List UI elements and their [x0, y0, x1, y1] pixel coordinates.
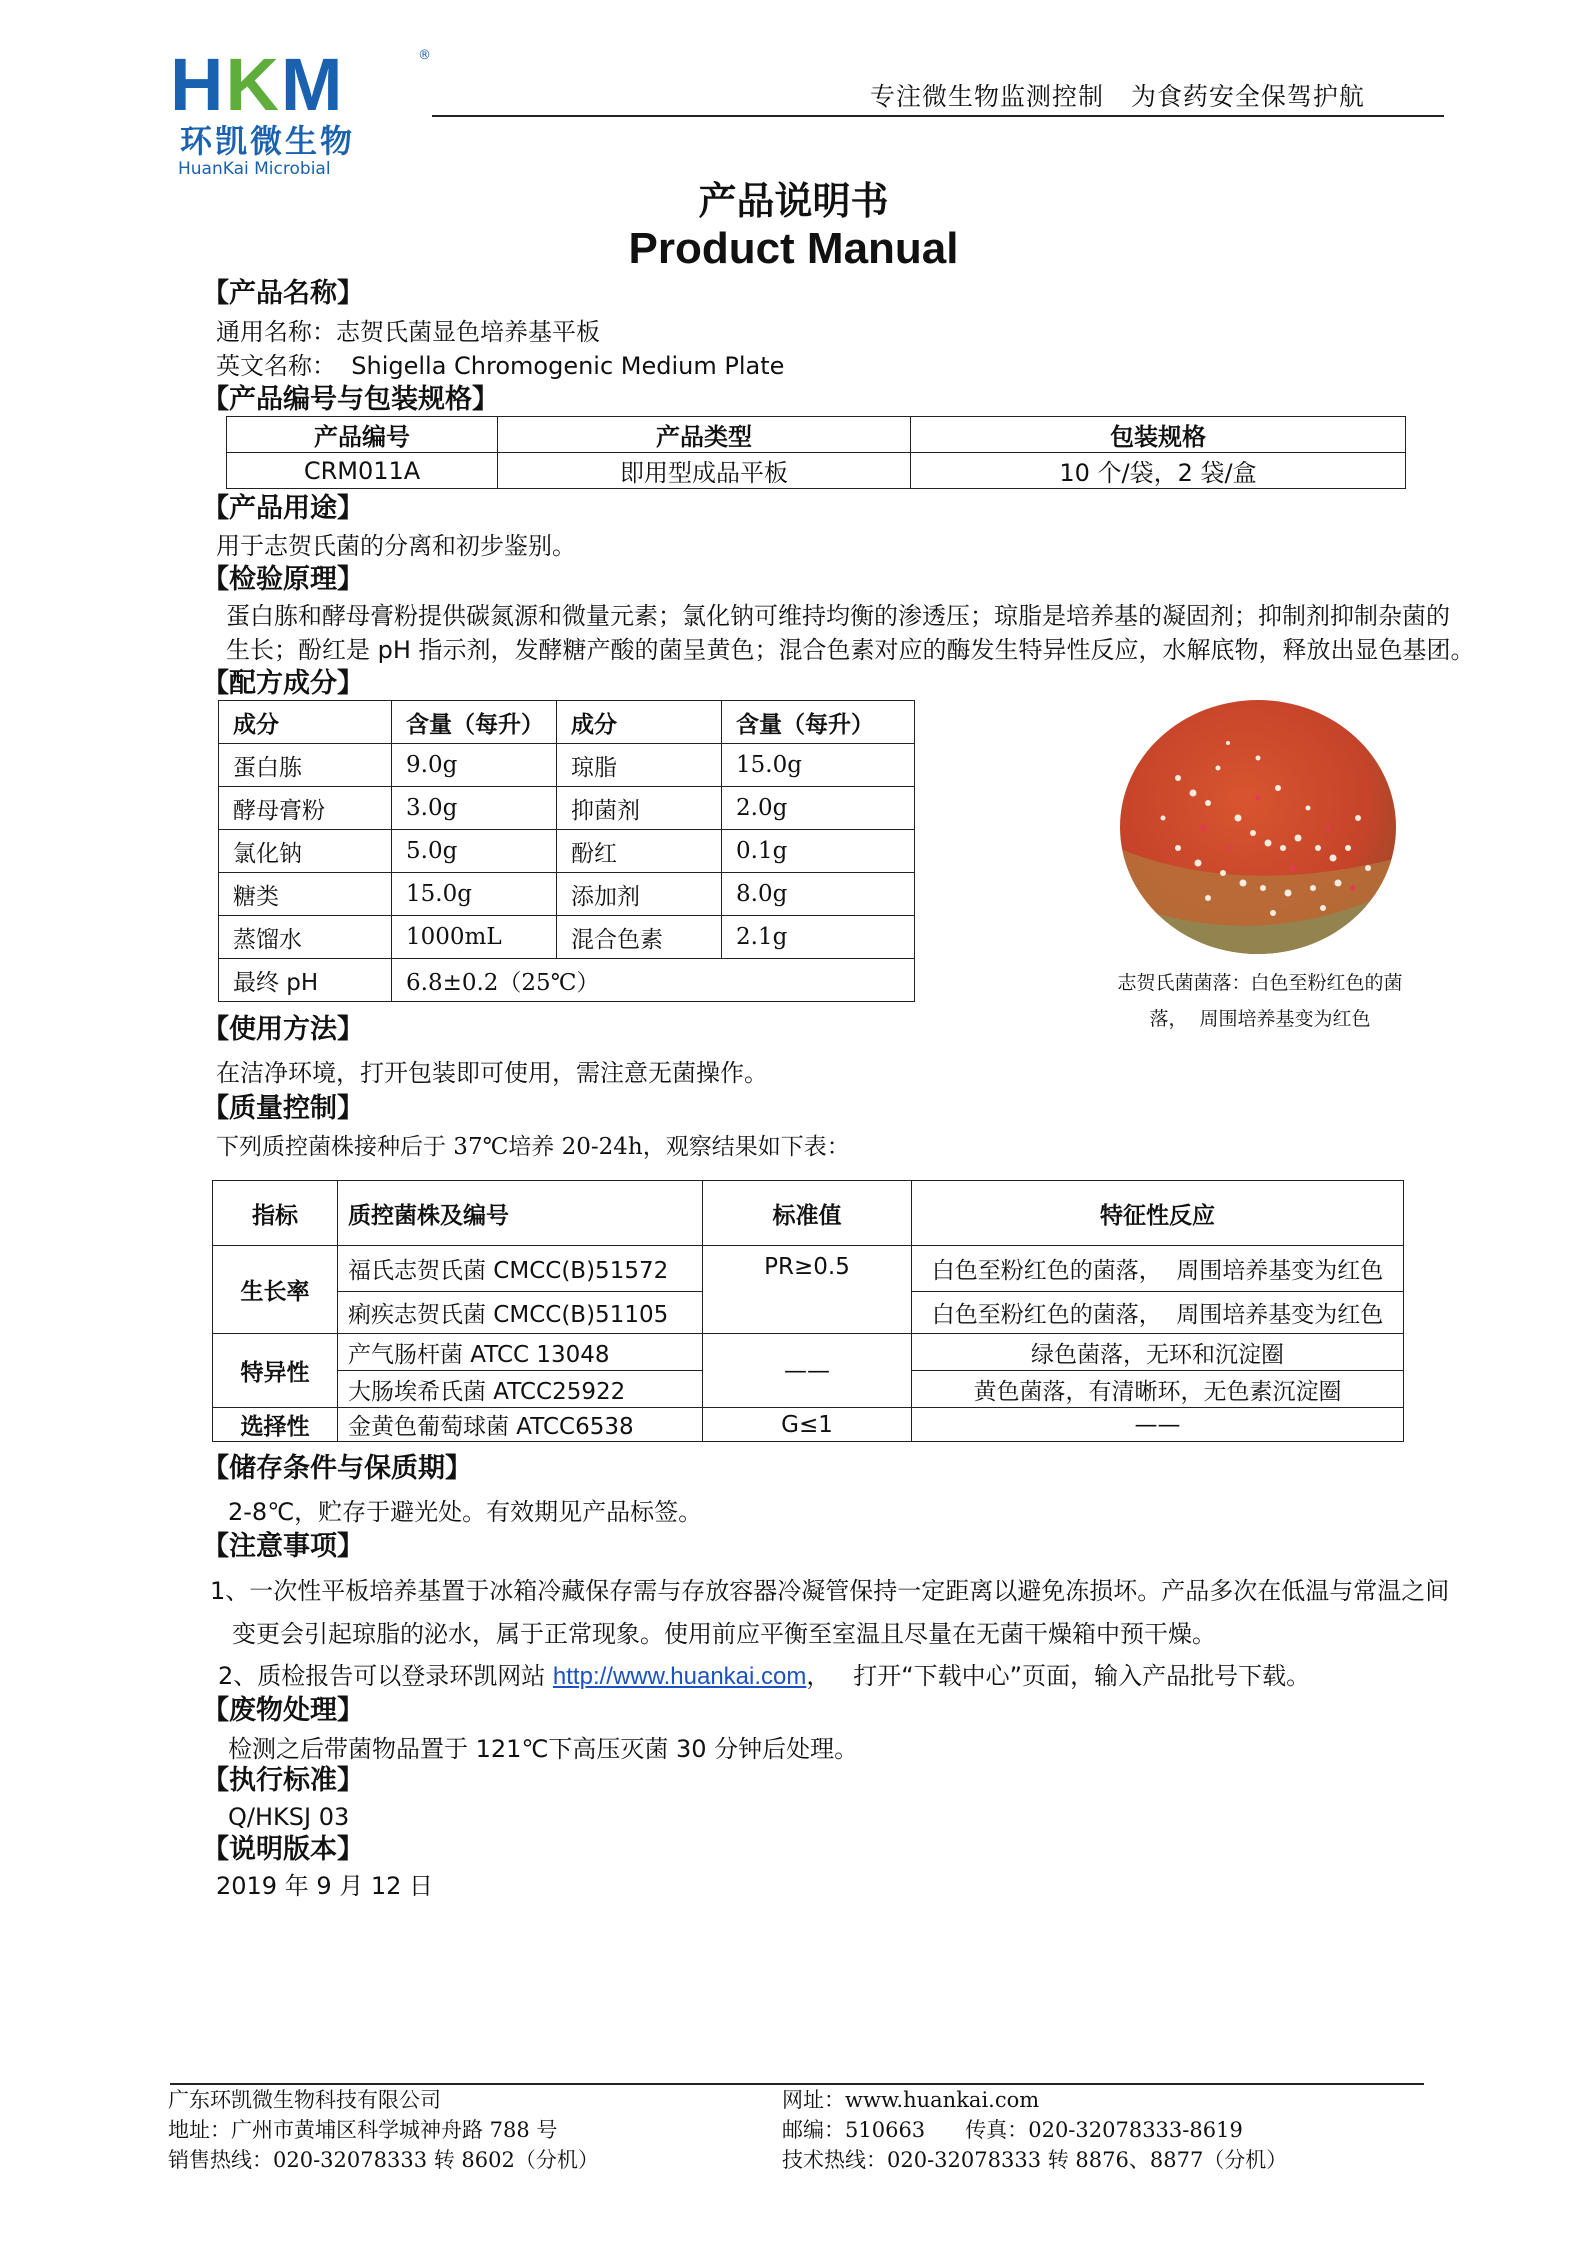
section-heading-notes: 【注意事项】: [202, 1531, 364, 1562]
section-heading-qc: 【质量控制】: [202, 1093, 364, 1124]
amount: 15.0g: [392, 873, 557, 916]
title-english: Product Manual: [628, 224, 959, 273]
section-heading-usage: 【产品用途】: [202, 493, 364, 524]
note-1-line-1: 1、一次性平板培养基置于冰箱冷藏保存需与存放容器冷凝管保持一定距离以避免冻损坏。产品多次在低温与常温之间: [210, 1577, 1450, 1605]
amount: 0.1g: [722, 830, 915, 873]
footer-left: [168, 2085, 599, 2175]
standard-text: Q/HKSJ 03: [228, 1803, 350, 1831]
method-text: 在洁净环境，打开包装即可使用，需注意无菌操作。: [216, 1059, 768, 1087]
caption-line-2: 落， 周围培养基变为红色: [1149, 1008, 1371, 1030]
english-name: 英文名称： Shigella Chromogenic Medium Plate: [216, 352, 785, 380]
formula-header-ingredient: 成分: [219, 701, 392, 744]
ingredient: 混合色素: [557, 916, 722, 959]
logo-english-name: HuanKai Microbial: [178, 159, 331, 179]
photo-caption: [1080, 965, 1440, 1037]
qc-header-reaction: 特征性反应: [912, 1181, 1404, 1246]
ingredient: 蒸馏水: [219, 916, 392, 959]
footer-company: 广东环凯微生物科技有限公司: [168, 2088, 441, 2112]
section-heading-method: 【使用方法】: [202, 1014, 364, 1045]
qc-header-strain: 质控菌株及编号: [338, 1181, 703, 1246]
qc-strain: 痢疾志贺氏菌 CMCC(B)51105: [338, 1292, 703, 1334]
amount: 5.0g: [392, 830, 557, 873]
qc-header-indicator: 指标: [213, 1181, 338, 1246]
website-link[interactable]: http://www.huankai.com: [552, 1663, 807, 1690]
section-heading-storage: 【储存条件与保质期】: [202, 1453, 472, 1484]
qc-reaction: ——: [912, 1408, 1404, 1442]
qc-table: [212, 1180, 1404, 1442]
spec-type: 即用型成品平板: [498, 453, 911, 489]
common-name: 通用名称：志贺氏菌显色培养基平板: [216, 318, 600, 346]
footer-right: [782, 2085, 1287, 2175]
section-heading-formula: 【配方成分】: [202, 668, 364, 699]
formula-row: [219, 787, 915, 830]
qc-strain: 福氏志贺氏菌 CMCC(B)51572: [338, 1246, 703, 1292]
note-1-line-2: 变更会引起琼脂的泌水，属于正常现象。使用前应平衡至室温且尽量在无菌干燥箱中预干燥。: [232, 1620, 1216, 1648]
title-chinese: 产品说明书: [698, 179, 889, 223]
disposal-text: 检测之后带菌物品置于 121℃下高压灭菌 30 分钟后处理。: [228, 1735, 859, 1763]
section-heading-principle: 【检验原理】: [202, 564, 364, 595]
section-heading-spec: 【产品编号与包装规格】: [202, 384, 499, 415]
formula-row: [219, 830, 915, 873]
qc-reaction: 黄色菌落，有清晰环，无色素沉淀圈: [912, 1371, 1404, 1408]
formula-row: [219, 916, 915, 959]
ingredient: 蛋白胨: [219, 744, 392, 787]
header-divider: [432, 115, 1444, 117]
qc-reaction: 白色至粉红色的菌落， 周围培养基变为红色: [912, 1292, 1404, 1334]
qc-strain: 金黄色葡萄球菌 ATCC6538: [338, 1408, 703, 1442]
spec-package: 10 个/袋，2 袋/盒: [911, 453, 1406, 489]
amount: 2.1g: [722, 916, 915, 959]
qc-intro: 下列质控菌株接种后于 37℃培养 20-24h，观察结果如下表：: [216, 1134, 850, 1160]
ph-label: 最终 pH: [219, 959, 392, 1002]
section-heading-standard: 【执行标准】: [202, 1765, 364, 1796]
formula-header-amount-2: 含量（每升）: [722, 701, 915, 744]
note-2-suffix: ， 打开“下载中心”页面，输入产品批号下载。: [806, 1662, 1311, 1690]
footer-sales: 销售热线：020-32078333 转 8602（分机）: [168, 2148, 599, 2172]
spec-header-package: 包装规格: [911, 417, 1406, 453]
qc-strain: 产气肠杆菌 ATCC 13048: [338, 1334, 703, 1371]
qc-specificity-standard: ——: [703, 1334, 912, 1408]
footer-address: 地址：广州市黄埔区科学城神舟路 788 号: [168, 2118, 558, 2142]
formula-table: [218, 700, 915, 1002]
logo-mark: HKM: [170, 43, 345, 126]
amount: 9.0g: [392, 744, 557, 787]
ingredient: 抑菌剂: [557, 787, 722, 830]
ph-value: 6.8±0.2（25℃）: [392, 959, 915, 1002]
ingredient: 氯化钠: [219, 830, 392, 873]
note-2: [218, 1660, 1310, 1693]
formula-header-amount: 含量（每升）: [392, 701, 557, 744]
ingredient: 酚红: [557, 830, 722, 873]
footer-postcode-fax: 邮编：510663 传真：020-32078333-8619: [782, 2118, 1243, 2142]
company-logo: [170, 43, 440, 179]
principle-line-1: 蛋白胨和酵母膏粉提供碳氮源和微量元素；氯化钠可维持均衡的渗透压；琼脂是培养基的凝固剂；抑制剂抑制杂菌的: [226, 602, 1450, 630]
ingredient: 酵母膏粉: [219, 787, 392, 830]
qc-reaction: 绿色菌落，无环和沉淀圈: [912, 1334, 1404, 1371]
qc-reaction: 白色至粉红色的菌落， 周围培养基变为红色: [912, 1246, 1404, 1292]
qc-header-standard: 标准值: [703, 1181, 912, 1246]
spec-header-type: 产品类型: [498, 417, 911, 453]
logo-chinese-name: 环凯微生物: [180, 122, 356, 160]
amount: 1000mL: [392, 916, 557, 959]
formula-ph-row: [219, 959, 915, 1002]
spec-code: CRM011A: [227, 453, 498, 489]
section-heading-product-name: 【产品名称】: [202, 278, 364, 309]
qc-selectivity-label: 选择性: [213, 1408, 338, 1442]
spec-table: [226, 416, 1406, 489]
caption-line-1: 志贺氏菌菌落：白色至粉红色的菌: [1117, 972, 1403, 994]
footer-website: 网址：www.huankai.com: [782, 2088, 1040, 2112]
qc-strain: 大肠埃希氏菌 ATCC25922: [338, 1371, 703, 1408]
amount: 3.0g: [392, 787, 557, 830]
storage-text: 2-8℃，贮存于避光处。有效期见产品标签。: [228, 1498, 703, 1526]
version-text: 2019 年 9 月 12 日: [216, 1872, 434, 1900]
section-heading-version: 【说明版本】: [202, 1834, 364, 1865]
note-2-prefix: 2、质检报告可以登录环凯网站: [218, 1662, 553, 1690]
qc-selectivity-standard: G≤1: [703, 1408, 912, 1442]
formula-row: [219, 873, 915, 916]
amount: 2.0g: [722, 787, 915, 830]
colony-plate-photo: [1118, 698, 1398, 956]
footer-tech: 技术热线：020-32078333 转 8876、8877（分机）: [782, 2148, 1288, 2172]
principle-line-2: 生长；酚红是 pH 指示剂，发酵糖产酸的菌呈黄色；混合色素对应的酶发生特异性反应，水解底物，释放出显色基团。: [226, 636, 1475, 664]
usage-text: 用于志贺氏菌的分离和初步鉴别。: [216, 532, 576, 560]
ingredient: 糖类: [219, 873, 392, 916]
slogan: 专注微生物监测控制 为食药安全保驾护航: [870, 82, 1365, 111]
amount: 15.0g: [722, 744, 915, 787]
qc-specificity-label: 特异性: [213, 1334, 338, 1408]
amount: 8.0g: [722, 873, 915, 916]
ingredient: 琼脂: [557, 744, 722, 787]
qc-growth-label: 生长率: [213, 1246, 338, 1334]
ingredient: 添加剂: [557, 873, 722, 916]
formula-row: [219, 744, 915, 787]
formula-header-ingredient-2: 成分: [557, 701, 722, 744]
spec-header-code: 产品编号: [227, 417, 498, 453]
section-heading-disposal: 【废物处理】: [202, 1695, 364, 1726]
registered-mark: ®: [418, 48, 431, 63]
qc-growth-standard: PR≥0.5: [703, 1246, 912, 1334]
